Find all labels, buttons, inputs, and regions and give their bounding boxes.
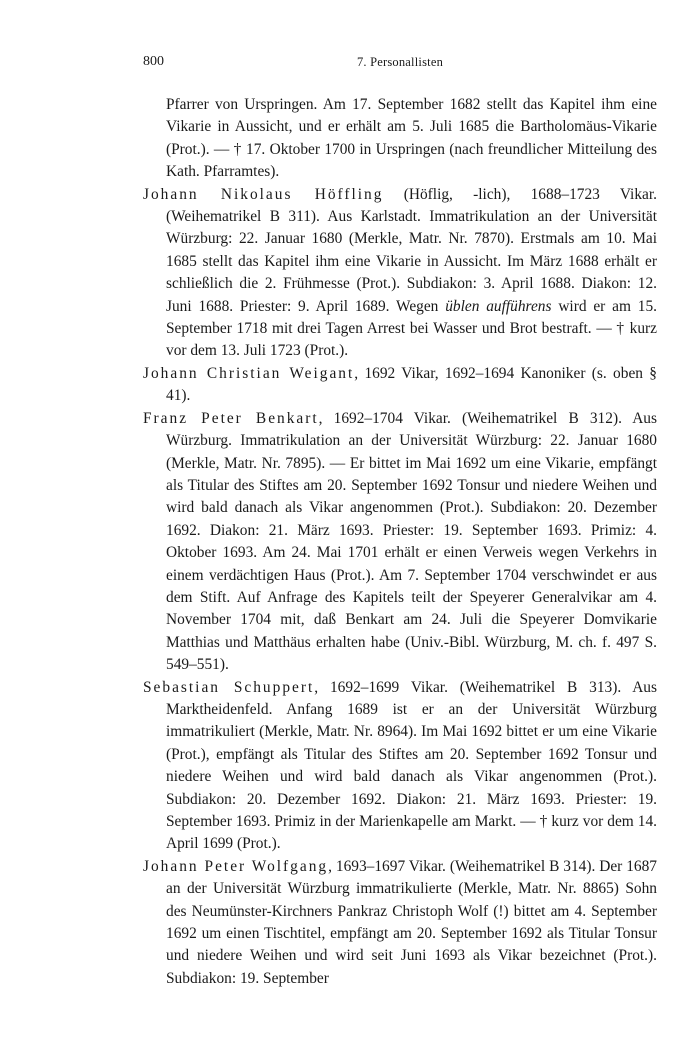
entry-text: wird er am 15. September 1718 mit drei Tagen Arrest bei Wasser und Brot bestraft. — † kurz vor dem 13. Juli 1723 (Prot.). [166, 297, 657, 360]
entry-hoeffling [143, 184, 657, 363]
entry-text: , 1692 Vikar, 1692–1694 Kanoniker (s. oben § 41). [166, 364, 657, 405]
entry-quote: üblen aufführens [445, 297, 552, 315]
entry-text: , 1692–1704 Vikar. (Weihematrikel B 312). Aus Würzburg. Immatrikulation an der Universität Würzburg: 22. Januar 1680 (Merkle, Matr. Nr. 7895). — Er bittet im Mai 1692 um eine Vikarie, empfängt als Titular des Stiftes am 20. September 1692 Tonsur und niedere Weihen und wird bald danach als Vikar angenommen (Prot.). Subdiakon: 20. Dezember 1692. Diakon: 21. März 1693. Priester: 19. September 1693. Primiz: 4. Oktober 1693. Am 24. Mai 1701 erhält er einen Verweis wegen Verkehrs in einem verdächtigen Haus (Prot.). Am 7. September 1704 verschwindet er aus dem Stift. Auf Anfrage des Kapitels teilt der Speyerer Generalvikar am 4. November 1704 mit, daß Benkart am 24. Juli die Speyerer Domvikarie Matthias und Matthäus erhalten habe (Univ.-Bibl. Würzburg, M. ch. f. 497 S. 549–551). [166, 409, 657, 674]
entry-list [143, 94, 657, 990]
page-header [143, 54, 657, 74]
entry-wolfgang [143, 856, 657, 990]
entry-text: (Höflig, -lich), 1688–1723 Vikar. (Weihematrikel B 311). Aus Karlstadt. Immatrikulation an der Universität Würzburg: 22. Januar 1680 (Merkle, Matr. Nr. 7870). Erstmals am 10. Mai 1685 stellt das Kapitel ihm eine Vikarie in Aussicht. Im März 1688 erhält er schließlich die 2. Frühmesse (Prot.). Subdiakon: 3. April 1688. Diakon: 12. Juni 1688. Priester: 9. April 1689. Wegen [166, 185, 657, 315]
entry-name: Johann Christian Weigant [143, 364, 355, 382]
running-title: 7. Personallisten [356, 55, 444, 69]
page-number: 800 [143, 54, 164, 69]
entry-name: Johann Peter Wolfgang [143, 857, 329, 875]
entry-name: Franz Peter Benkart [143, 409, 319, 427]
entry-schuppert [143, 677, 657, 856]
entry-text: Pfarrer von Urspringen. Am 17. September 1682 stellt das Kapitel ihm eine Vikarie in Aussicht, und er erhält am 5. Juli 1685 die Bartholomäus-Vikarie (Prot.). — † 17. Oktober 1700 in Urspringen (nach freundlicher Mitteilung des Kath. Pfarramtes). [166, 96, 657, 181]
entry-name: Johann Nikolaus Höffling [143, 185, 384, 203]
entry-text: , 1692–1699 Vikar. (Weihematrikel B 313). Aus Marktheidenfeld. Anfang 1689 ist er an der Universität Würzburg immatrikuliert (Merkle, Matr. Nr. 8964). Im Mai 1692 bittet er um eine Vikarie (Prot.), empfängt als Titular des Stiftes am 20. September 1692 Tonsur und niedere Weihen und wird bald danach als Vikar angenommen (Prot.). Subdiakon: 20. Dezember 1692. Diakon: 21. März 1693. Priester: 19. September 1693. Primiz in der Marienkapelle am Markt. — † kurz vor dem 14. April 1699 (Prot.). [166, 678, 657, 853]
entry-text: , 1693–1697 Vikar. (Weihematrikel B 314). Der 1687 an der Universität Würzburg immatrikulierte (Merkle, Matr. Nr. 8865) Sohn des Neumünster-Kirchners Pankraz Christoph Wolf (!) bittet am 4. September 1692 um einen Tischtitel, empfängt am 20. September 1692 als Titular Tonsur und niedere Weihen und wird seit Juni 1693 als Vikar bezeichnet (Prot.). Subdiakon: 19. September [166, 857, 658, 987]
entry-weigant [143, 363, 657, 408]
entry-benkart [143, 408, 657, 677]
entry-name: Sebastian Schuppert [143, 678, 315, 696]
entry-continuation [143, 94, 657, 184]
